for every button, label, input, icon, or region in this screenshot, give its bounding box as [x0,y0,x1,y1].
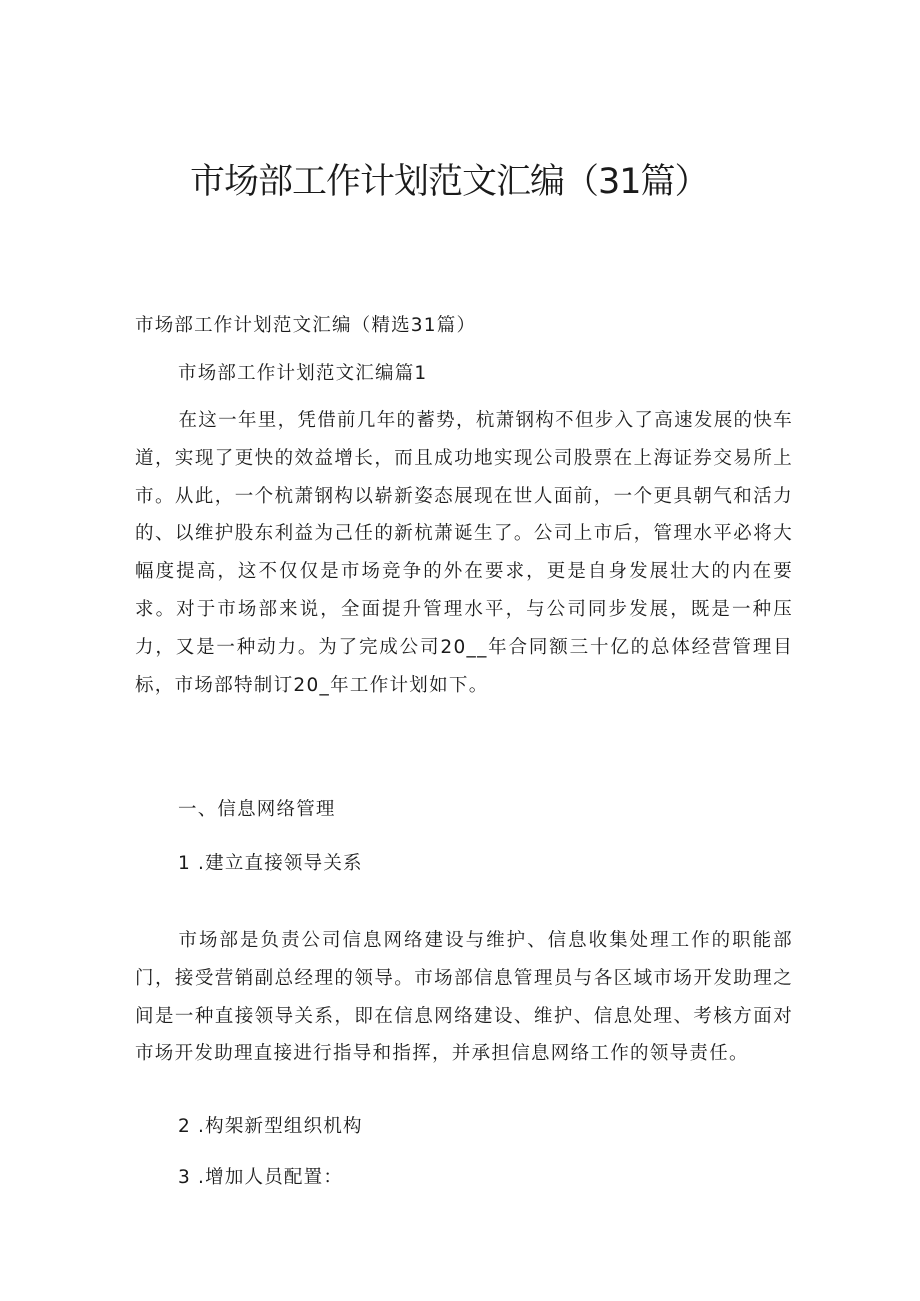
body-paragraph-2: 市场部是负责公司信息网络建设与维护、信息收集处理工作的职能部门，接受营销副总经理的领导。市场部信息管理员与各区域市场开发助理之间是一种直接领导关系，即在信息网络建设、维护、信息处理、考核方面对市场开发助理直接进行指导和指挥，并承担信息网络工作的领导责任。 [135,930,793,1065]
document-subtitle: 市场部工作计划范文汇编（精选31篇） [135,315,477,336]
list-item-2: 2 .构架新型组织机构 [178,1116,363,1137]
document-title: 市场部工作计划范文汇编（31篇） [190,162,709,202]
section-heading: 市场部工作计划范文汇编篇1 [178,363,428,384]
list-item-1: 1 .建立直接领导关系 [178,853,363,874]
list-item-3: 3 .增加人员配置： [178,1167,344,1188]
body-paragraph-1: 在这一年里，凭借前几年的蓄势，杭萧钢构不但步入了高速发展的快车道，实现了更快的效益增长，而且成功地实现公司股票在上海证券交易所上市。从此，一个杭萧钢构以崭新姿态展现在世人面前，一个更具朝气和活力的、以维护股东利益为己任的新杭萧诞生了。公司上市后，管理水平必将大幅度提高，这不仅仅是市场竞争的外在要求，更是自身发展壮大的内在要求。对于市场部来说，全面提升管理水平，与公司同步发展，既是一种压力，又是一种动力。为了完成公司20__年合同额三十亿的总体经营管理目标，市场部特制订20_年工作计划如下。 [135,410,793,696]
heading-information-network: 一、信息网络管理 [178,799,336,820]
